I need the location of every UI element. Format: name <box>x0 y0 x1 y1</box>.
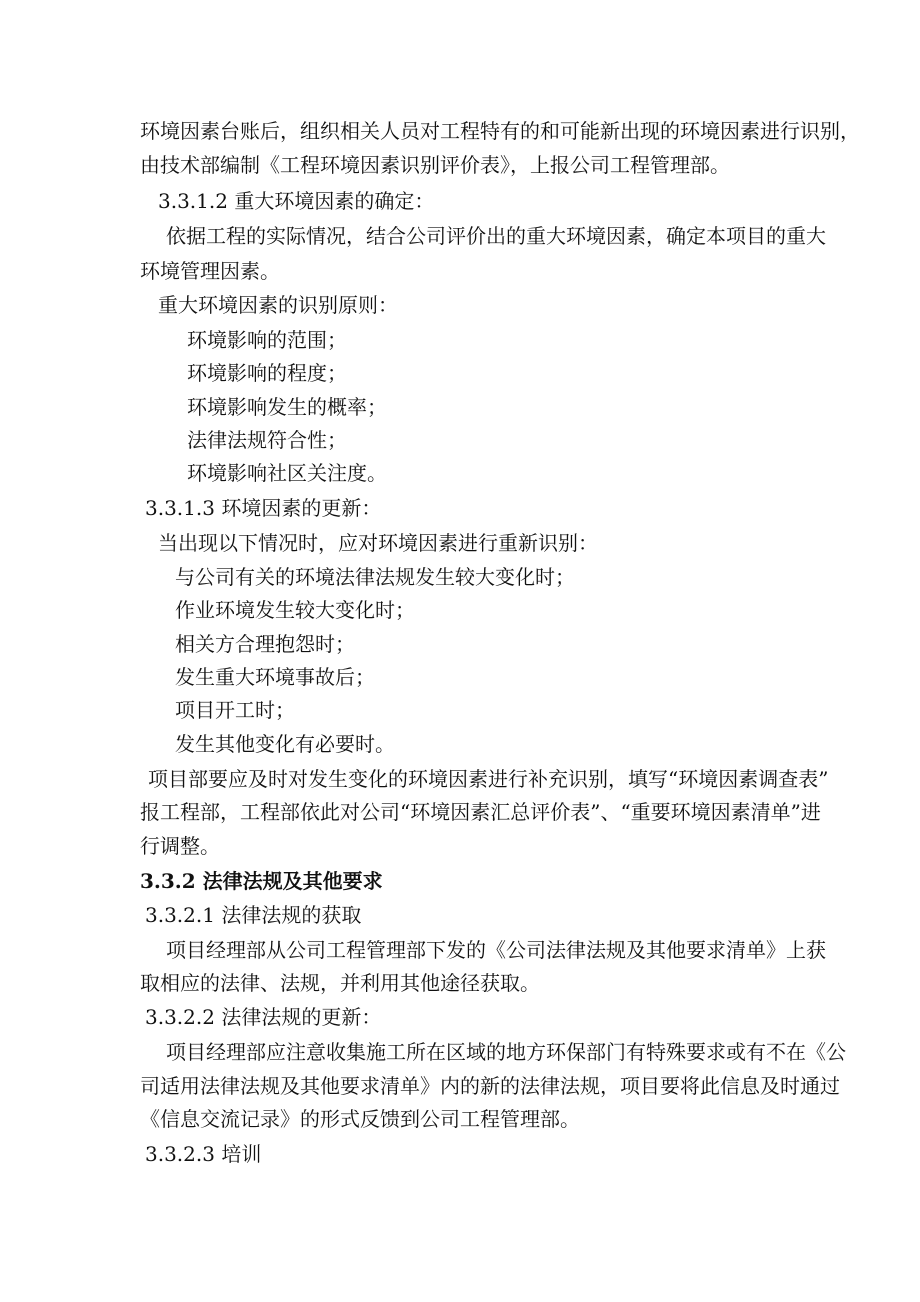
paragraph-line: 环境管理因素。 <box>140 259 280 283</box>
section-number-line: 3.3.1.3 环境因素的更新： <box>145 496 382 520</box>
section-number-line: 3.3.1.2 重大环境因素的确定： <box>158 189 435 213</box>
list-item: 环境影响的范围； <box>187 328 347 352</box>
section-number-line: 3.3.2.1 法律法规的获取 <box>145 903 362 927</box>
list-item: 环境影响发生的概率； <box>187 395 387 419</box>
paragraph-line: 报工程部，工程部依此对公司“环境因素汇总评价表”、“重要环境因素清单”进 <box>140 800 821 824</box>
paragraph-line: 环境因素台账后，组织相关人员对工程特有的和可能新出现的环境因素进行识别， <box>140 119 860 143</box>
paragraph-line: 《信息交流记录》的形式反馈到公司工程管理部。 <box>140 1107 580 1131</box>
list-item: 作业环境发生较大变化时； <box>175 598 415 622</box>
list-item: 环境影响的程度； <box>187 361 347 385</box>
paragraph-line: 依据工程的实际情况，结合公司评价出的重大环境因素，确定本项目的重大 <box>166 224 826 248</box>
list-item: 项目开工时； <box>175 698 295 722</box>
section-number-line: 3.3.2.2 法律法规的更新： <box>145 1005 382 1029</box>
paragraph-line: 项目经理部从公司工程管理部下发的《公司法律法规及其他要求清单》上获 <box>166 938 826 962</box>
list-item: 环境影响社区关注度。 <box>187 461 387 485</box>
section-number-line: 3.3.2.3 培训 <box>145 1142 262 1166</box>
paragraph-line: 项目部要应及时对发生变化的环境因素进行补充识别，填写“环境因素调查表” <box>148 767 829 791</box>
section-heading: 3.3.2 法律法规及其他要求 <box>140 869 383 893</box>
list-item: 法律法规符合性； <box>187 428 347 452</box>
paragraph-line: 重大环境因素的识别原则： <box>158 293 398 317</box>
paragraph-line: 由技术部编制《工程环境因素识别评价表》，上报公司工程管理部。 <box>140 153 730 177</box>
paragraph-line: 行调整。 <box>140 834 220 858</box>
list-item: 相关方合理抱怨时； <box>175 632 355 656</box>
paragraph-line: 当出现以下情况时，应对环境因素进行重新识别： <box>158 531 598 555</box>
paragraph-line: 取相应的法律、法规，并利用其他途径获取。 <box>140 971 540 995</box>
list-item: 发生其他变化有必要时。 <box>175 732 395 756</box>
list-item: 发生重大环境事故后； <box>175 665 375 689</box>
paragraph-line: 项目经理部应注意收集施工所在区域的地方环保部门有特殊要求或有不在《公 <box>166 1040 846 1064</box>
paragraph-line: 司适用法律法规及其他要求清单》内的新的法律法规，项目要将此信息及时通过 <box>140 1074 840 1098</box>
list-item: 与公司有关的环境法律法规发生较大变化时； <box>175 565 575 589</box>
